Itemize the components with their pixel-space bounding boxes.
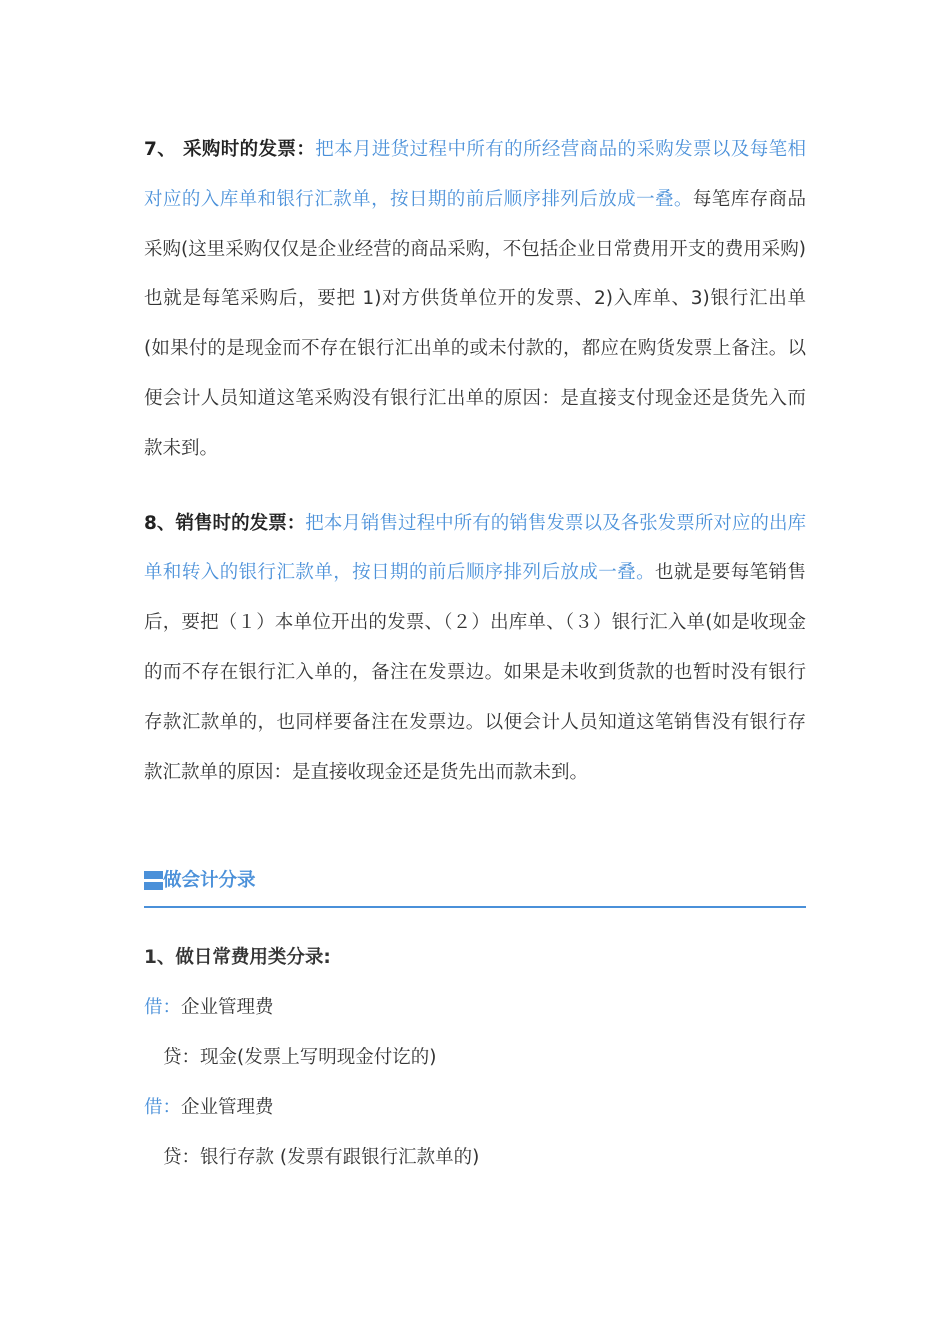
- section-7-highlight: 把本月进货过程中所有的所经营商品的采购发票以及每笔相对应的入库单和银行汇款单，按日期的前后顺序排列后放成一叠。: [144, 139, 806, 210]
- credit-line: [144, 1133, 806, 1183]
- section-7-paragraph: [144, 125, 806, 474]
- credit-line: [144, 1033, 806, 1083]
- debit-prefix: 借：: [144, 1097, 182, 1118]
- debit-line: [144, 983, 806, 1033]
- credit-text: 贷：银行存款 (发票有跟银行汇款单的): [163, 1147, 480, 1168]
- debit-text: 企业管理费: [181, 997, 274, 1018]
- heading-title: 做会计分录: [163, 870, 256, 891]
- section-8-paragraph: [144, 499, 806, 798]
- accounting-entries: [144, 933, 806, 1183]
- credit-text: 贷：现金(发票上写明现金付讫的): [163, 1047, 437, 1068]
- section-8-highlight: 把本月销售过程中所有的销售发票以及各张发票所对应的出库单和转入的银行汇款单，按日期的前后顺序排列后放成一叠。: [144, 512, 806, 584]
- debit-prefix: 借：: [144, 997, 182, 1018]
- section-8-body: 也就是要每笔销售后，要把（１）本单位开出的发票、（２）出库单、（３）银行汇入单(如是收现金的而不存在银行汇入单的，备注在发票边。如果是未收到货款的也暂时没有银行存款汇款单的，也同样要备注在发票边。以便会计人员知道这笔销售没有银行存款汇款单的原因：是直接收现金还是货先出而款未到。: [144, 562, 806, 783]
- debit-line: [144, 1083, 806, 1133]
- debit-text: 企业管理费: [181, 1097, 274, 1118]
- entries-title: 1、做日常费用类分录:: [144, 947, 331, 968]
- document-page: [144, 125, 806, 1168]
- section-heading: [144, 856, 806, 908]
- section-7-body: 每笔库存商品采购(这里采购仅仅是企业经营的商品采购，不包括企业日常费用开支的费用采购)也就是每笔采购后，要把 1)对方供货单位开的发票、2)入库单、3)银行汇出单(如果付的是现金而不存在银行汇出单的或未付款的，都应在购货发票上备注。以便会计人员知道这笔采购没有银行汇出单的原因：是直接支付现金还是货先入而款未到。: [144, 188, 806, 459]
- heading-marker-icon: [144, 871, 163, 890]
- section-8-label: 8、销售时的发票：: [144, 512, 306, 534]
- section-7-label: 7、 采购时的发票：: [144, 139, 316, 160]
